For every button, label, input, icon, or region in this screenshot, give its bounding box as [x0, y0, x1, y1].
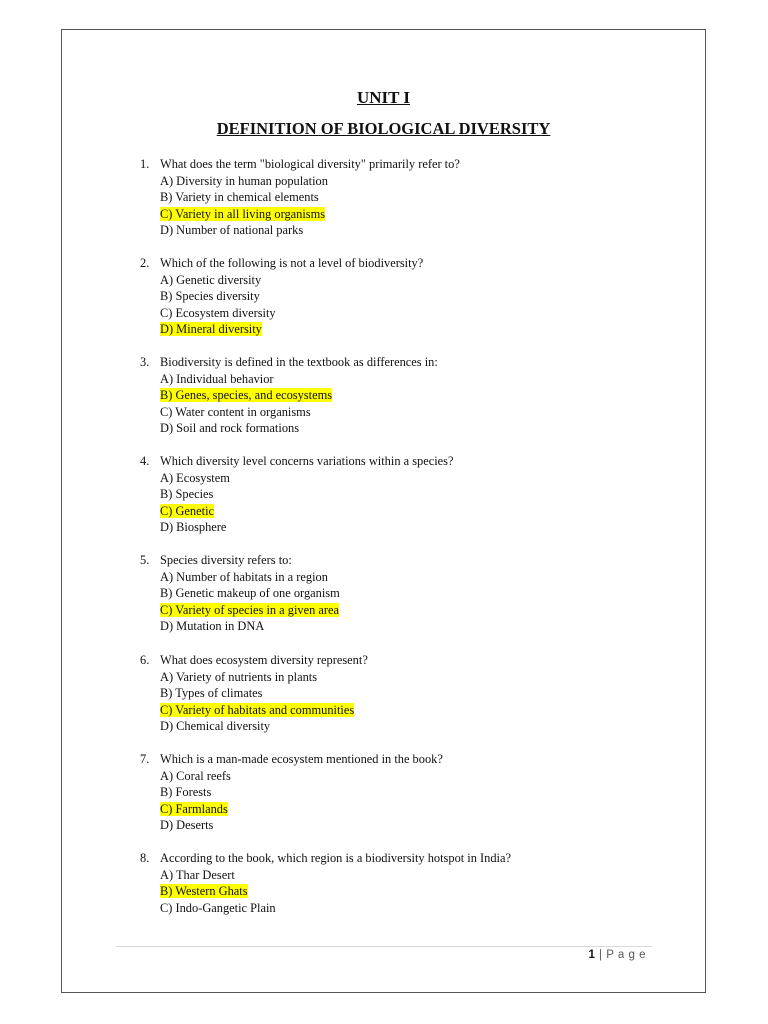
question-text: Which of the following is not a level of biodiversity? — [160, 256, 424, 270]
question-line — [62, 354, 705, 371]
option-b — [62, 288, 705, 305]
option-b-correct — [62, 387, 705, 404]
question-text: Species diversity refers to: — [160, 553, 292, 567]
option-text: C) Indo-Gangetic Plain — [160, 900, 276, 915]
option-text: A) Thar Desert — [160, 867, 235, 882]
option-b-correct — [62, 883, 705, 900]
option-text: A) Genetic diversity — [160, 272, 262, 287]
option-text: C) Water content in organisms — [160, 404, 311, 419]
option-text: A) Coral reefs — [160, 768, 231, 783]
option-a — [62, 669, 705, 686]
option-text-highlighted: C) Farmlands — [160, 801, 228, 816]
question-number: 4. — [140, 454, 150, 468]
question-text: Which is a man-made ecosystem mentioned in the book? — [160, 752, 443, 766]
page-separator: | — [595, 949, 607, 961]
option-text-highlighted: C) Variety of habitats and communities — [160, 702, 355, 717]
question-line — [62, 552, 705, 569]
option-text: B) Species — [160, 487, 214, 502]
option-d — [62, 718, 705, 735]
option-b — [62, 784, 705, 801]
option-b — [62, 685, 705, 702]
option-text: A) Variety of nutrients in plants — [160, 669, 318, 684]
question-3 — [62, 354, 705, 437]
option-c — [62, 900, 705, 917]
option-text-highlighted: B) Genes, species, and ecosystems — [160, 388, 333, 403]
option-a — [62, 768, 705, 785]
question-text: What does the term "biological diversity" primarily refer to? — [160, 157, 460, 171]
option-a — [62, 867, 705, 884]
option-c — [62, 404, 705, 421]
option-text: D) Mutation in DNA — [160, 619, 265, 634]
question-2 — [62, 255, 705, 338]
unit-title: UNIT I — [356, 88, 411, 107]
option-c-correct — [62, 801, 705, 818]
question-number: 2. — [140, 256, 150, 270]
question-line — [62, 453, 705, 470]
question-8 — [62, 850, 705, 916]
option-a — [62, 569, 705, 586]
question-line — [62, 751, 705, 768]
option-a — [62, 470, 705, 487]
option-d — [62, 817, 705, 834]
option-text-highlighted: D) Mineral diversity — [160, 322, 262, 337]
document-page — [61, 29, 706, 993]
question-number: 7. — [140, 752, 150, 766]
question-text: Biodiversity is defined in the textbook as differences in: — [160, 355, 438, 369]
question-number: 3. — [140, 355, 150, 369]
option-text: A) Individual behavior — [160, 371, 274, 386]
option-text-highlighted: C) Variety of species in a given area — [160, 602, 340, 617]
option-text: D) Chemical diversity — [160, 719, 271, 734]
option-text: D) Number of national parks — [160, 223, 304, 238]
question-number: 6. — [140, 653, 150, 667]
option-text: D) Biosphere — [160, 520, 227, 535]
option-c-correct — [62, 503, 705, 520]
option-text: D) Deserts — [160, 818, 214, 833]
option-d — [62, 519, 705, 536]
question-7 — [62, 751, 705, 834]
section-title: DEFINITION OF BIOLOGICAL DIVERSITY — [216, 119, 551, 138]
question-text: What does ecosystem diversity represent? — [160, 653, 368, 667]
page-label: P a g e — [606, 949, 646, 961]
question-line — [62, 255, 705, 272]
option-c-correct — [62, 206, 705, 223]
question-6 — [62, 652, 705, 735]
page-footer — [588, 949, 646, 961]
footer-divider — [116, 946, 652, 947]
option-text: D) Soil and rock formations — [160, 421, 300, 436]
question-line — [62, 156, 705, 173]
option-text-highlighted: C) Variety in all living organisms — [160, 206, 326, 221]
option-a — [62, 272, 705, 289]
question-line — [62, 850, 705, 867]
option-text: B) Types of climates — [160, 686, 263, 701]
option-d — [62, 420, 705, 437]
option-text: B) Species diversity — [160, 289, 260, 304]
option-b — [62, 189, 705, 206]
option-c-correct — [62, 702, 705, 719]
option-text: A) Number of habitats in a region — [160, 569, 328, 584]
question-1 — [62, 156, 705, 239]
option-c-correct — [62, 602, 705, 619]
option-b — [62, 486, 705, 503]
question-number: 8. — [140, 851, 150, 865]
question-text: Which diversity level concerns variations within a species? — [160, 454, 454, 468]
option-text-highlighted: B) Western Ghats — [160, 884, 248, 899]
page-number: 1 — [588, 949, 596, 961]
question-line — [62, 652, 705, 669]
option-d — [62, 618, 705, 635]
question-text: According to the book, which region is a biodiversity hotspot in India? — [160, 851, 512, 865]
option-text: B) Variety in chemical elements — [160, 190, 319, 205]
option-text-highlighted: C) Genetic — [160, 503, 215, 518]
question-number: 1. — [140, 157, 150, 171]
question-5 — [62, 552, 705, 635]
option-d — [62, 222, 705, 239]
option-text: A) Ecosystem — [160, 470, 230, 485]
question-number: 5. — [140, 553, 150, 567]
option-text: B) Genetic makeup of one organism — [160, 586, 340, 601]
option-b — [62, 585, 705, 602]
option-d-correct — [62, 321, 705, 338]
option-c — [62, 305, 705, 322]
question-4 — [62, 453, 705, 536]
option-a — [62, 173, 705, 190]
option-a — [62, 371, 705, 388]
option-text: A) Diversity in human population — [160, 173, 328, 188]
option-text: C) Ecosystem diversity — [160, 305, 276, 320]
option-text: B) Forests — [160, 785, 212, 800]
